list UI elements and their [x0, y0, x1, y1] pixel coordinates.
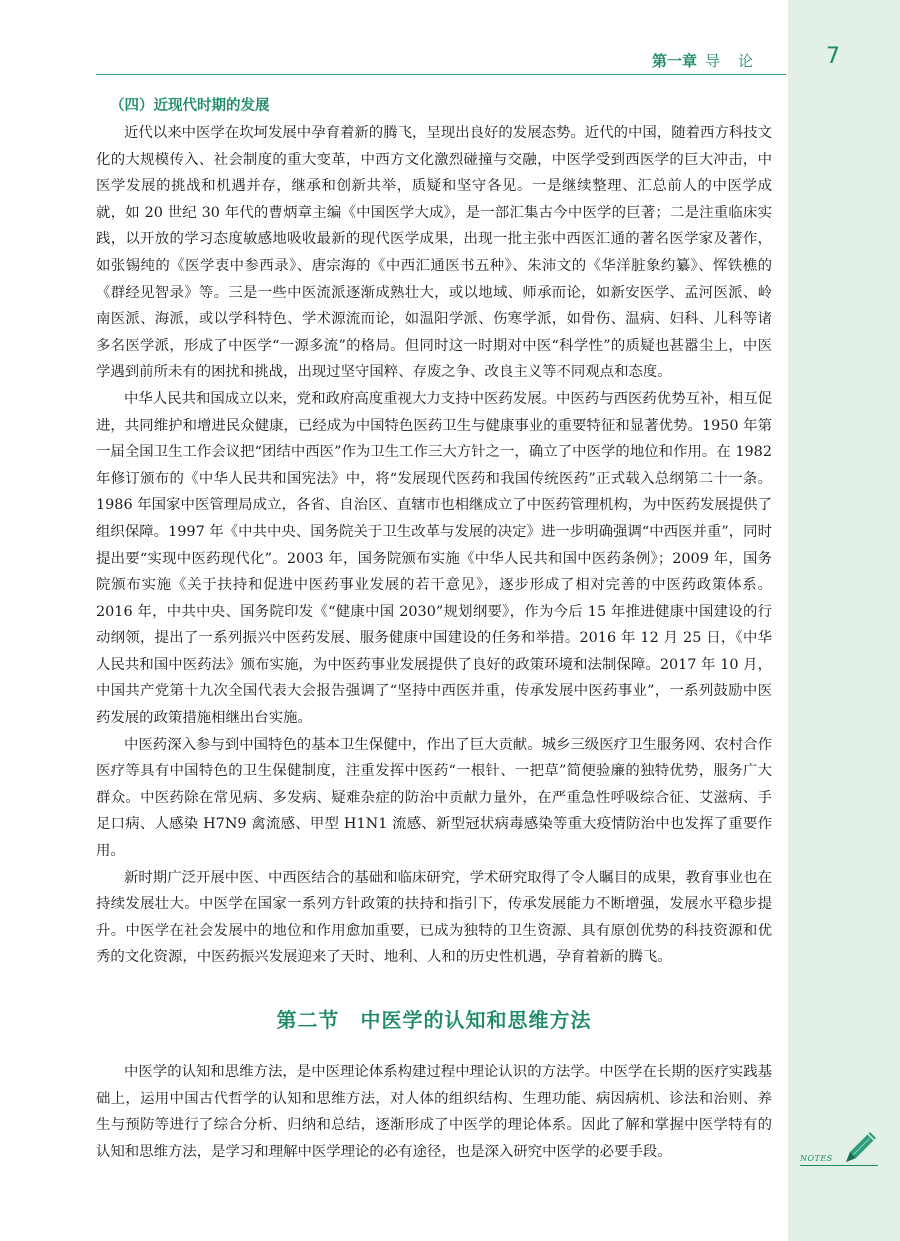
pen-icon: [840, 1128, 880, 1168]
paragraph: 中华人民共和国成立以来，党和政府高度重视大力支持中医药发展。中医药与西医药优势互补，相互促进，共同维护和增进民众健康，已经成为中国特色医药卫生与健康事业的重要特征和显著优势。1950 年第一届全国卫生工作会议把“团结中西医”作为卫生工作三大方针之一，确立了中医学的地位和作用。在 1982 年修订颁布的《中华人民共和国宪法》中，将“发展现代医药和我国传统医药”正式载入总纲第二十一条。1986 年国家中医管理局成立，各省、自治区、直辖市也相继成立了中医药管理机构，为中医药发展提供了组织保障。1997 年《中共中央、国务院关于卫生改革与发展的决定》进一步明确强调“中西医并重”，同时提出要“实现中医药现代化”。2003 年，国务院颁布实施《中华人民共和国中医药条例》；2009 年，国务院颁布实施《关于扶持和促进中医药事业发展的若干意见》，逐步形成了相对完善的中医药政策体系。2016 年，中共中央、国务院印发《“健康中国 2030”规划纲要》，作为今后 15 年推进健康中国建设的行动纲领，提出了一系列振兴中医药发展、服务健康中国建设的任务和举措。2016 年 12 月 25 日，《中华人民共和国中医药法》颁布实施，为中医药事业发展提供了良好的政策环境和法制保障。2017 年 10 月，中国共产党第十九次全国代表大会报告强调了“坚持中西医并重，传承发展中医药事业”，一系列鼓励中医药发展的政策措施相继出台实施。: [96, 390, 772, 727]
page-number: 7: [826, 44, 840, 69]
running-header: [652, 50, 771, 72]
paragraph: 近代以来中医学在坎坷发展中孕育着新的腾飞，呈现出良好的发展态势。近代的中国，随着西方科技文化的大规模传入、社会制度的重大变革，中西方文化激烈碰撞与交融，中医学受到西医学的巨大冲击，中医学发展的挑战和机遇并存，继承和创新共举，质疑和坚守各见。一是继续整理、汇总前人的中医学成就，如 20 世纪 30 年代的曹炳章主编《中国医学大成》，是一部汇集古今中医学的巨著；二是注重临床实践，以开放的学习态度敏感地吸收最新的现代医学成果，出现一批主张中西医汇通的著名医学家及著作，如张锡纯的《医学衷中参西录》、唐宗海的《中西汇通医书五种》、朱沛文的《华洋脏象约纂》、恽铁樵的《群经见智录》等。三是一些中医流派逐渐成熟壮大，或以地域、师承而论，如新安医学、孟河医派、岭南医派、海派，或以学科特色、学术源流而论，如温阳学派、伤寒学派，如骨伤、温病、妇科、儿科等诸多名医学派，形成了中医学“一源多流”的格局。但同时这一时期对中医“科学性”的质疑也甚嚣尘上，中医学遇到前所未有的困扰和挑战，出现过坚守国粹、存废之争、改良主义等不同观点和态度。: [96, 125, 772, 381]
paragraph: 中医药深入参与到中国特色的基本卫生保健中，作出了巨大贡献。城乡三级医疗卫生服务网、农村合作医疗等具有中国特色的卫生保健制度，注重发挥中医药“一根针、一把草”简便验廉的独特优势，服务广大群众。中医药除在常见病、多发病、疑难杂症的防治中贡献力量外，在严重急性呼吸综合征、艾滋病、手足口病、人感染 H7N9 禽流感、甲型 H1N1 流感、新型冠状病毒感染等重大疫情防治中也发挥了重要作用。: [96, 736, 772, 860]
section-title: 第二节 中医学的认知和思维方法: [276, 1008, 592, 1032]
chapter-number: 第一章: [652, 52, 698, 70]
paragraph: 中医学的认知和思维方法，是中医理论体系构建过程中理论认识的方法学。中医学在长期的医疗实践基础上，运用中国古代哲学的认知和思维方法，对人体的组织结构、生理功能、病因病机、诊法和治则、养生与预防等进行了综合分析、归纳和总结，逐渐形成了中医学的理论体系。因此了解和掌握中医学特有的认知和思维方法，是学习和理解中医学理论的必有途径，也是深入研究中医学的必要手段。: [96, 1064, 772, 1160]
notes-label: NOTES: [800, 1154, 833, 1163]
header-rule: [96, 74, 786, 75]
chapter-name: 导论: [705, 52, 772, 70]
page-body: [96, 92, 772, 1165]
notes-margin: [788, 0, 900, 1241]
paragraph: 新时期广泛开展中医、中西医结合的基础和临床研究，学术研究取得了令人瞩目的成果，教育事业也在持续发展壮大。中医学在国家一系列方针政策的扶持和指引下，传承发展能力不断增强，发展水平稳步提升。中医学在社会发展中的地位和作用愈加重要，已成为独特的卫生资源、具有原创优势的科技资源和优秀的文化资源，中医药振兴发展迎来了天时、地利、人和的历史性机遇，孕育着新的腾飞。: [96, 869, 772, 966]
subsection-heading: （四）近现代时期的发展: [110, 98, 270, 114]
notes-mark: [800, 1134, 880, 1174]
